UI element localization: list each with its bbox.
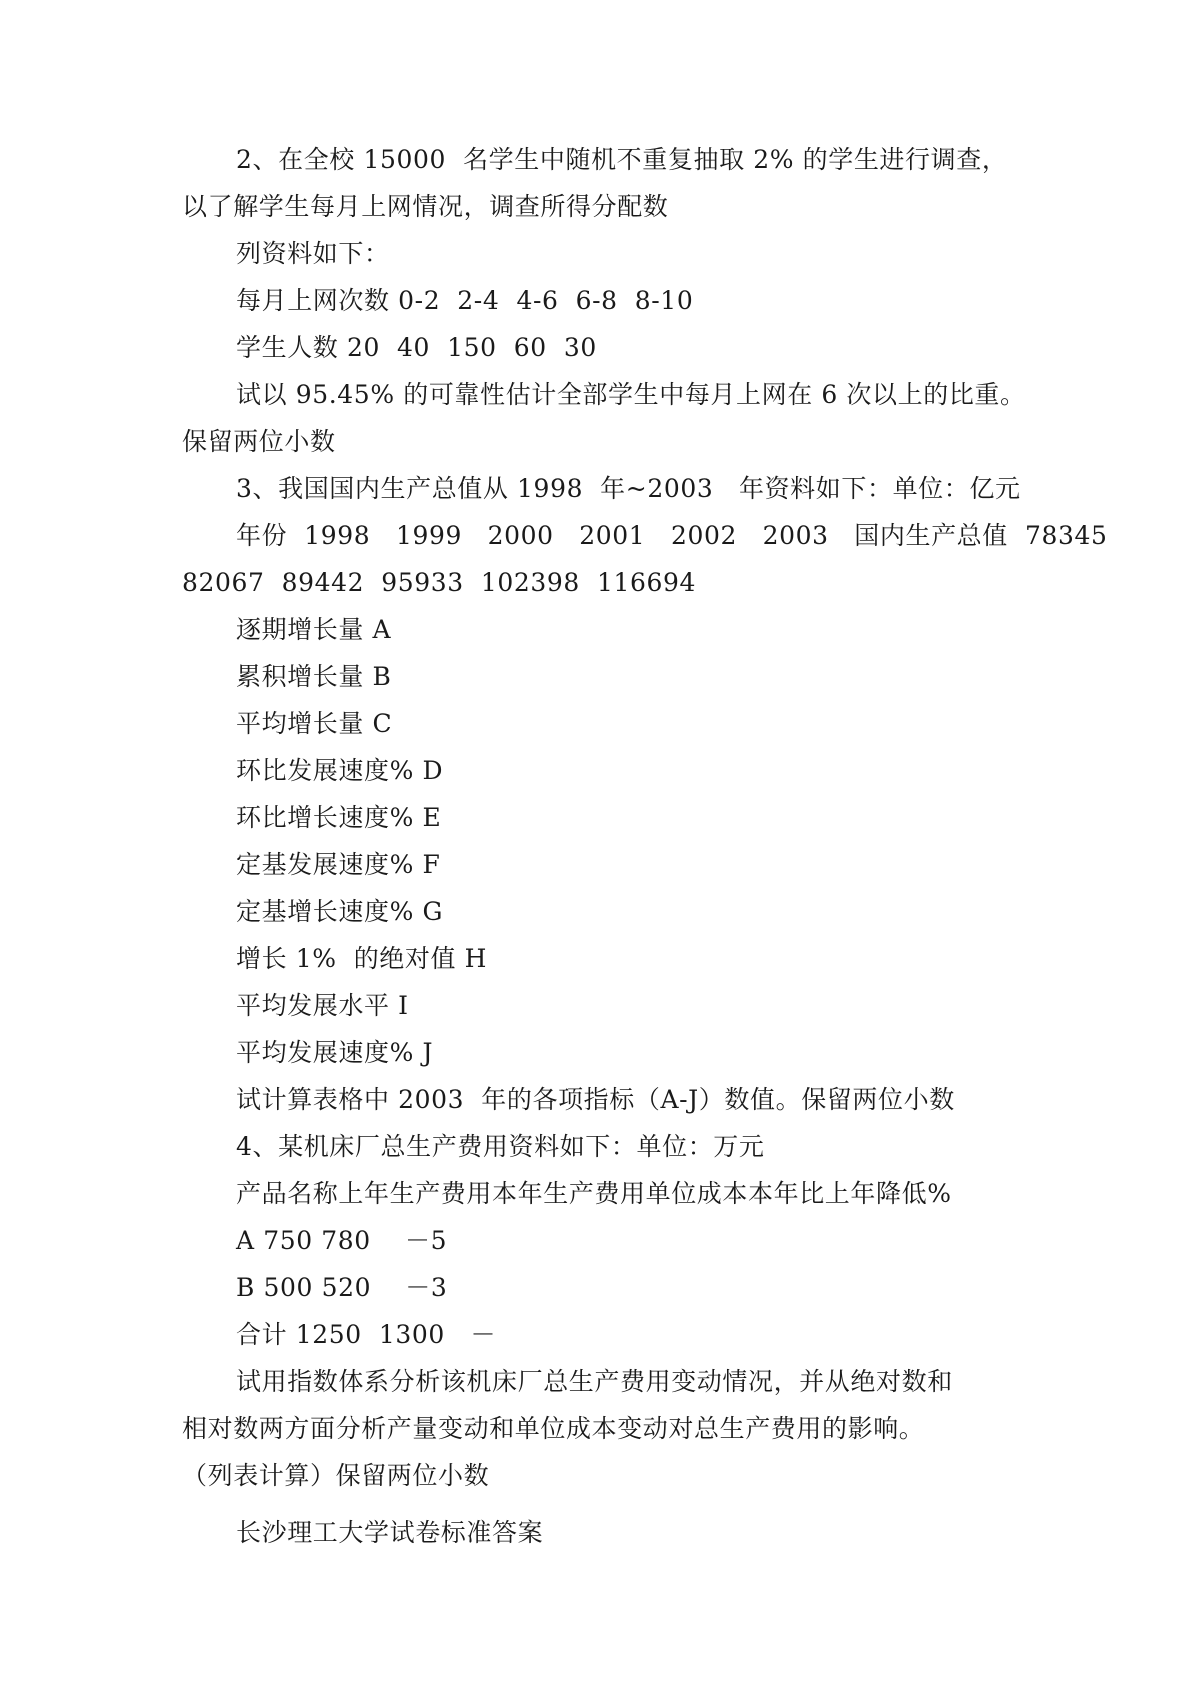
question-2-text-line-2: 以了解学生每月上网情况，调查所得分配数: [182, 192, 669, 221]
indicator-a: 逐期增长量 A: [236, 615, 392, 644]
question-4-row-total: 合计 1250 1300 －: [236, 1320, 497, 1349]
question-4-table-header: 产品名称上年生产费用本年生产费用单位成本本年比上年降低%: [236, 1179, 952, 1208]
question-3-text-line-1: 3、我国国内生产总值从 1998 年~2003 年资料如下：单位：亿元: [236, 474, 1021, 503]
question-3-years-row: 年份 1998 1999 2000 2001 2002 2003 国内生产总值 78345: [236, 521, 1108, 550]
indicator-h: 增长 1% 的绝对值 H: [236, 944, 488, 973]
question-2-table-header: 每月上网次数 0-2 2-4 4-6 6-8 8-10: [236, 286, 694, 315]
indicator-b: 累积增长量 B: [236, 662, 392, 691]
question-3-task: 试计算表格中 2003 年的各项指标（A-J）数值。保留两位小数: [236, 1085, 955, 1114]
question-2-table-values: 学生人数 20 40 150 60 30: [236, 333, 597, 362]
indicator-i: 平均发展水平 I: [236, 991, 409, 1020]
question-4-task-line-2: 相对数两方面分析产量变动和单位成本变动对总生产费用的影响。: [182, 1414, 925, 1443]
indicator-f: 定基发展速度% F: [236, 850, 441, 879]
answer-section-title: 长沙理工大学试卷标准答案: [236, 1518, 544, 1547]
question-4-task-line-1: 试用指数体系分析该机床厂总生产费用变动情况，并从绝对数和: [236, 1367, 953, 1396]
indicator-e: 环比增长速度% E: [236, 803, 442, 832]
question-4-row-a: A 750 780 －5: [236, 1226, 448, 1255]
indicator-j: 平均发展速度% J: [236, 1038, 434, 1067]
indicator-g: 定基增长速度% G: [236, 897, 444, 926]
question-2-task-line-2: 保留两位小数: [182, 427, 336, 456]
question-4-text-line-1: 4、某机床厂总生产费用资料如下：单位：万元: [236, 1132, 765, 1161]
question-3-gdp-values: 82067 89442 95933 102398 116694: [182, 568, 697, 597]
question-2-text-line-3: 列资料如下：: [236, 239, 390, 268]
question-2-task-line-1: 试以 95.45% 的可靠性估计全部学生中每月上网在 6 次以上的比重。: [236, 380, 1026, 409]
question-4-row-b: B 500 520 －3: [236, 1273, 448, 1302]
indicator-d: 环比发展速度% D: [236, 756, 444, 785]
indicator-c: 平均增长量 C: [236, 709, 393, 738]
question-2-text-line-1: 2、在全校 15000 名学生中随机不重复抽取 2% 的学生进行调查，: [236, 145, 1008, 174]
question-4-task-line-3: （列表计算）保留两位小数: [182, 1461, 490, 1490]
